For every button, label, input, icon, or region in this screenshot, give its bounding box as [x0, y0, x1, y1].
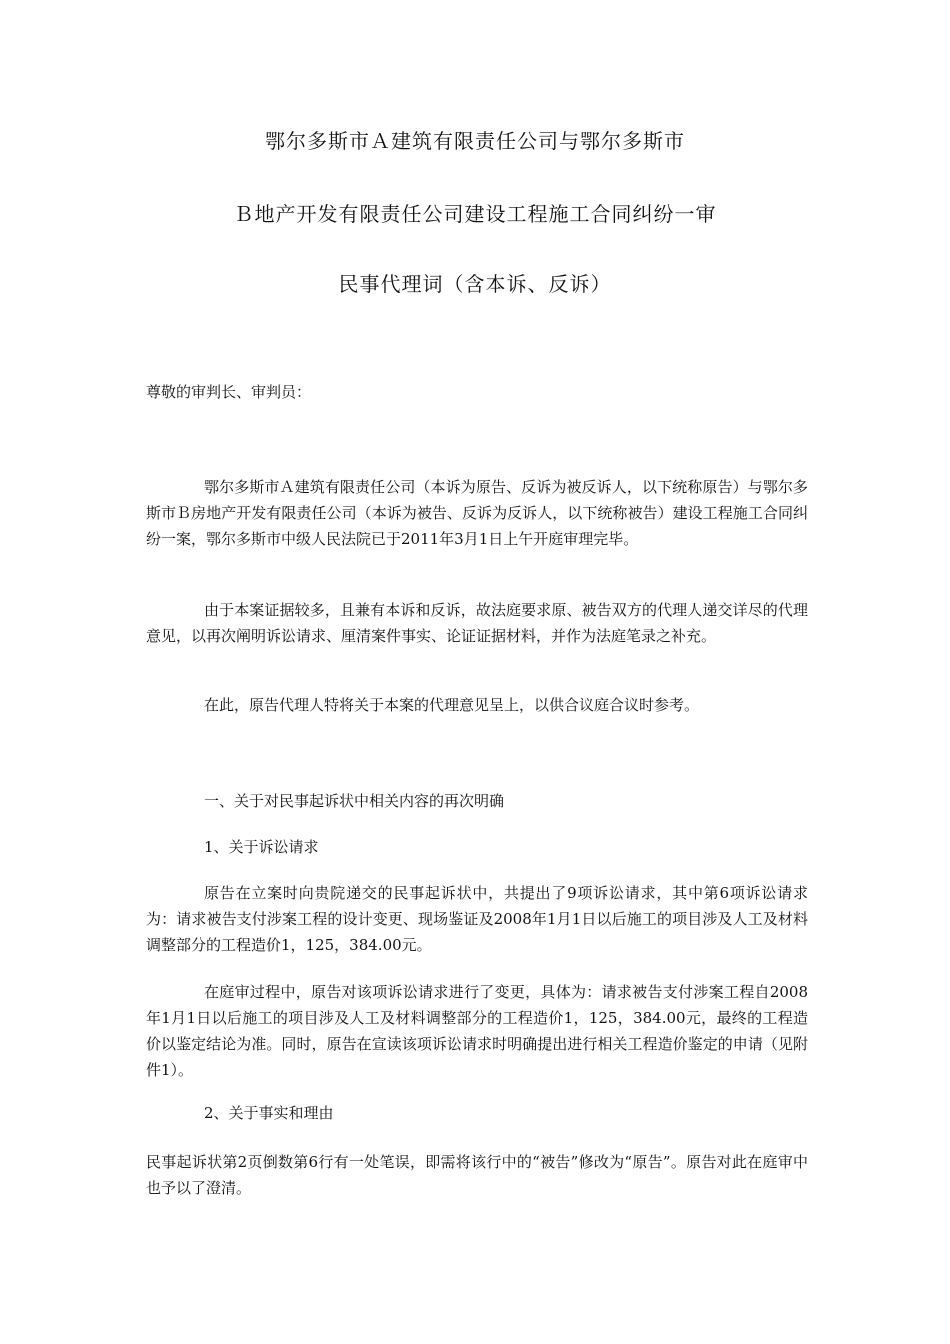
document-title-line-2: Ｂ地产开发有限责任公司建设工程施工合同纠纷一审: [233, 202, 717, 226]
claims-paragraph-2: 在庭审过程中，原告对该项诉讼请求进行了变更，具体为：请求被告支付涉案工程自2008年1月1日以后施工的项目涉及人工及材料调整部分的工程造价1，125，384.00元，最终的工程造价以鉴定结论为准。同时，原告在宣读该项诉讼请求时明确提出进行相关工程造价鉴定的申请（见附件1）。: [146, 983, 808, 1079]
facts-paragraph: 民事起诉状第2页倒数第6行有一处笔误，即需将该行中的“被告”修改为“原告”。原告对此在庭审中也予以了澄清。: [146, 1153, 808, 1197]
claims-paragraph-1: 原告在立案时向贵院递交的民事起诉状中，共提出了9项诉讼请求，其中第6项诉讼请求为：请求被告支付涉案工程的设计变更、现场鉴证及2008年1月1日以后施工的项目涉及人工及材料调整部分的工程造价1，125，384.00元。: [146, 884, 808, 954]
subsection-heading-claims: 1、关于诉讼请求: [204, 838, 319, 856]
intro-paragraph-1: 鄂尔多斯市Ａ建筑有限责任公司（本诉为原告、反诉为被反诉人，以下统称原告）与鄂尔多斯市Ｂ房地产开发有限责任公司（本诉为被告、反诉为反诉人，以下统称被告）建设工程施工合同纠纷一案，鄂尔多斯市中级人民法院已于2011年3月1日上午开庭审理完毕。: [146, 478, 808, 548]
salutation: 尊敬的审判长、审判员：: [146, 383, 312, 401]
document-title-line-1: 鄂尔多斯市Ａ建筑有限责任公司与鄂尔多斯市: [265, 129, 685, 153]
subsection-heading-facts: 2、关于事实和理由: [204, 1104, 334, 1122]
intro-paragraph-3: 在此，原告代理人特将关于本案的代理意见呈上，以供合议庭合议时参考。: [204, 696, 700, 714]
document-title-line-3: 民事代理词（含本诉、反诉）: [338, 272, 612, 296]
section-heading-1: 一、关于对民事起诉状中相关内容的再次明确: [204, 792, 505, 810]
intro-paragraph-2: 由于本案证据较多，且兼有本诉和反诉，故法庭要求原、被告双方的代理人递交详尽的代理意见，以再次阐明诉讼请求、厘清案件事实、论证证据材料，并作为法庭笔录之补充。: [146, 601, 808, 645]
